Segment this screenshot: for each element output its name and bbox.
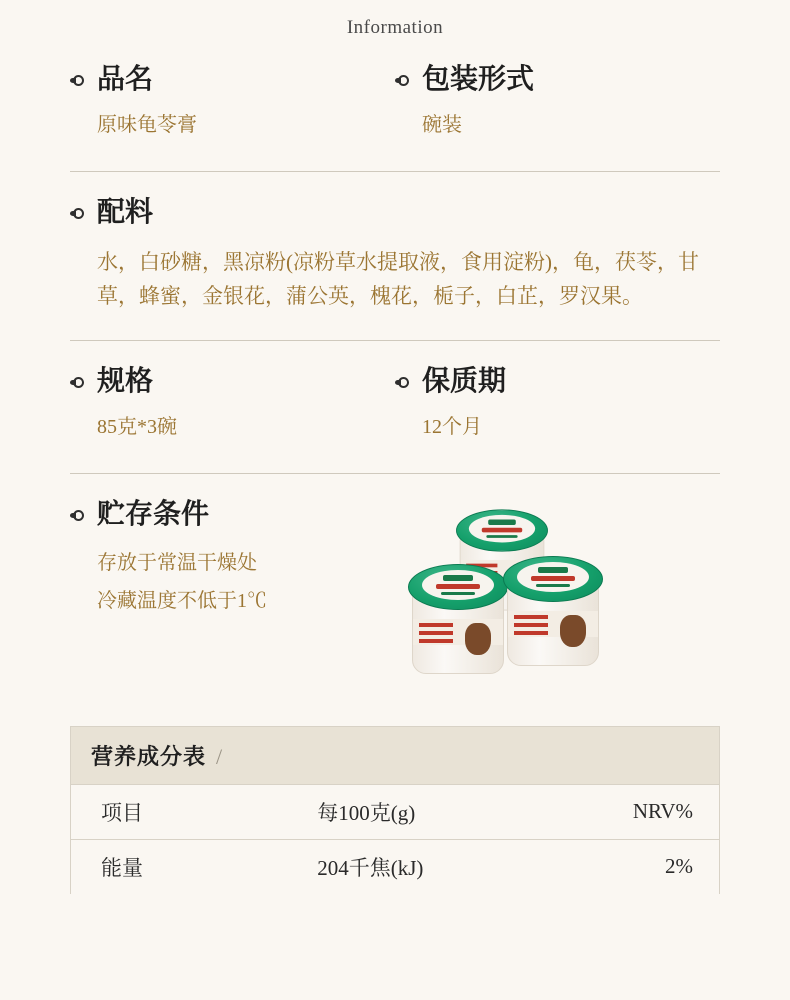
cup-lid-label bbox=[469, 515, 535, 543]
package-form-value: 碗装 bbox=[422, 113, 462, 136]
nutrition-table bbox=[70, 726, 720, 894]
product-name-label-line bbox=[70, 65, 395, 96]
field-shelf-life bbox=[395, 367, 720, 443]
product-name-label: 品名 bbox=[97, 64, 154, 95]
lid-label-line-2 bbox=[531, 576, 575, 581]
spec-label: 规格 bbox=[97, 365, 154, 397]
spec-value: 85克*3碗 bbox=[97, 415, 177, 438]
table-header-row bbox=[71, 785, 719, 840]
row-item-name: 能量 bbox=[71, 839, 317, 894]
storage-value-line: 存放于常温干燥处 bbox=[97, 552, 257, 575]
row-item-nrv: 2% bbox=[563, 839, 719, 894]
info-content-storage bbox=[0, 474, 790, 700]
lid-label-line-1 bbox=[488, 519, 516, 525]
ingredients-label: 配料 bbox=[97, 196, 154, 228]
spec-label-line bbox=[70, 367, 395, 398]
nutrition-table-title-bar bbox=[71, 727, 719, 785]
bullet-icon bbox=[70, 72, 87, 89]
field-product-name bbox=[70, 65, 395, 141]
cup-lid-label bbox=[517, 562, 589, 592]
lid-label-line-2 bbox=[482, 527, 522, 532]
ingredients-value: 水，白砂糖，黑凉粉(凉粉草水提取液，食用淀粉)，龟，茯苓，甘草，蜂蜜，金银花，蒲公英，槐花，栀子，白芷，罗汉果。 bbox=[97, 249, 699, 309]
lid-label-line-3 bbox=[486, 535, 517, 538]
row-item-value: 204千焦(kJ) bbox=[317, 839, 563, 894]
info-content-spec bbox=[0, 341, 790, 443]
bullet-icon bbox=[70, 205, 87, 222]
shelf-life-label-line bbox=[395, 367, 720, 398]
bullet-icon bbox=[70, 374, 87, 391]
cup-text-mark bbox=[514, 615, 548, 619]
product-photo bbox=[408, 508, 628, 693]
storage-label-line bbox=[70, 500, 408, 531]
nutrition-table-title: 营养成分表 bbox=[91, 743, 207, 769]
package-form-label-line bbox=[395, 65, 720, 96]
cup-turtle-graphic bbox=[560, 615, 586, 647]
product-image-area bbox=[408, 500, 720, 700]
lid-label-line-3 bbox=[441, 592, 475, 595]
storage-value-line: 冷藏温度不低于1℃ bbox=[97, 590, 267, 613]
lid-label-line-1 bbox=[443, 575, 473, 581]
lid-label-line-1 bbox=[538, 567, 568, 573]
nutrition-table-grid bbox=[71, 785, 719, 894]
ingredients-label-line bbox=[70, 198, 720, 229]
bullet-icon bbox=[395, 72, 412, 89]
bullet-icon bbox=[70, 507, 87, 524]
header-item: 项目 bbox=[101, 800, 143, 825]
section-storage bbox=[70, 474, 720, 700]
section-spec-shelflife bbox=[70, 341, 720, 443]
header-nrv: NRV% bbox=[632, 799, 693, 824]
section-ingredients bbox=[70, 172, 720, 314]
header-per100g: 每100克(g) bbox=[317, 800, 416, 825]
storage-values bbox=[97, 544, 408, 620]
cup-turtle-graphic bbox=[465, 623, 491, 655]
section-name-package bbox=[70, 39, 720, 141]
package-form-label: 包装形式 bbox=[422, 64, 535, 95]
lid-label-line-3 bbox=[536, 584, 570, 587]
field-storage bbox=[70, 500, 408, 621]
lid-label-line-2 bbox=[436, 584, 480, 589]
info-content-ingredients bbox=[0, 172, 790, 314]
field-package-form bbox=[395, 65, 720, 141]
table-row bbox=[71, 839, 719, 894]
shelf-life-value: 12个月 bbox=[422, 415, 482, 438]
page-title: Information bbox=[346, 17, 444, 38]
storage-label: 贮存条件 bbox=[97, 498, 210, 530]
field-spec bbox=[70, 367, 395, 443]
nutrition-title-mark: / bbox=[216, 743, 224, 769]
cup-text-mark bbox=[419, 623, 453, 627]
product-name-value: 原味龟苓膏 bbox=[97, 113, 197, 136]
info-content bbox=[0, 39, 790, 141]
cup-lid-label bbox=[422, 570, 494, 600]
bullet-icon bbox=[395, 374, 412, 391]
shelf-life-label: 保质期 bbox=[422, 365, 507, 397]
